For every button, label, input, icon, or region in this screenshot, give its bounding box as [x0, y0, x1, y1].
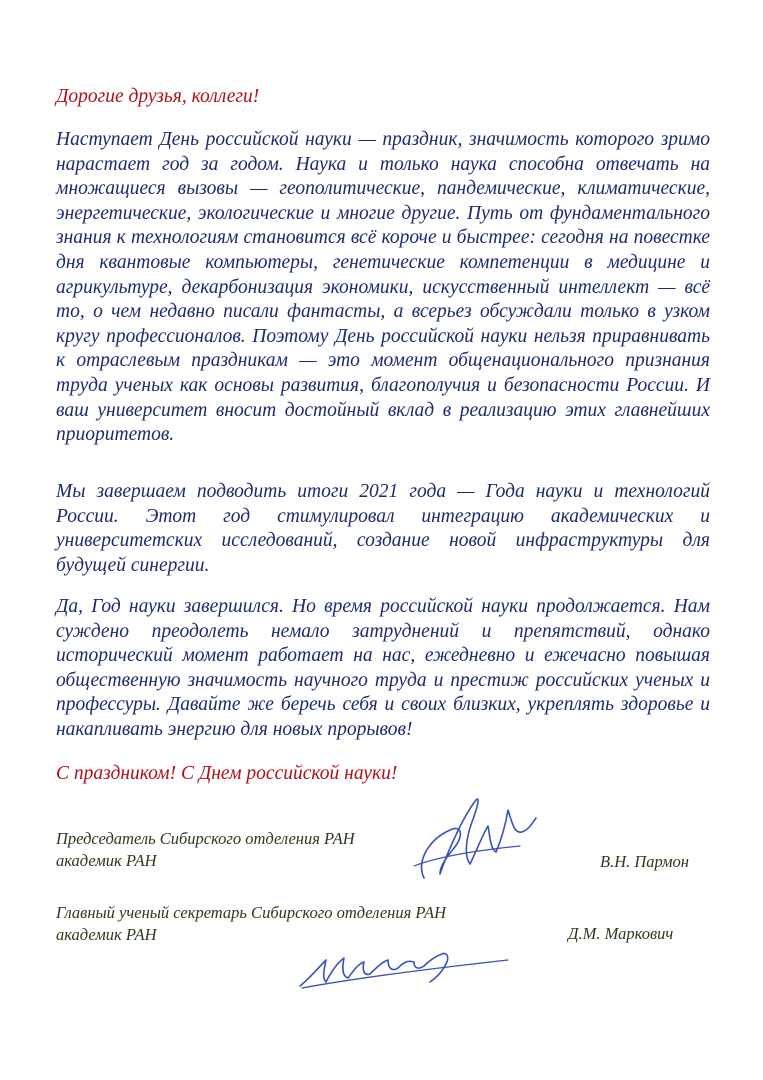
signatory-1-title: Председатель Сибирского отделения РАН: [56, 829, 355, 848]
closing-line: С праздником! С Днем российской науки!: [56, 763, 398, 784]
signatory-1-name: В.Н. Пармон: [600, 852, 689, 871]
signature-1-image: [410, 792, 540, 884]
signatory-2-title: Главный ученый секретарь Сибирского отделения РАН: [56, 903, 446, 922]
signatory-2-name: Д.М. Маркович: [568, 924, 674, 943]
signatory-2-rank: академик РАН: [56, 925, 157, 944]
paragraph-2: Мы завершаем подводить итоги 2021 года — Года науки и технологий России. Этот год стимулировал интеграцию академических и университетских исследований, создание новой инфраструктуры для будущей синергии.: [56, 481, 710, 576]
signature-2-image: [296, 938, 516, 994]
greeting: Дорогие друзья, коллеги!: [56, 86, 260, 107]
paragraph-1: Наступает День российской науки — праздник, значимость которого зримо нарастает год за годом. Наука и только наука способна отвечать на множащиеся вызовы — геополитические, пандемические, климатические, энергетические, экологические и многие другие. Путь от фундаментального знания к технологиям становится всё короче и быстрее: сегодня на повестке дня квантовые компьютеры, генетические компетенции в медицине и агрикультуре, декарбонизация экономики, искусственный интеллект — всё то, о чем недавно писали фантасты, а всерьез обсуждали только в узком кругу профессионалов. Поэтому День российской науки нельзя приравнивать к отраслевым праздникам — это момент общенационального признания труда ученых как основы развития, благополучия и безопасности России. И ваш университет вносит достойный вклад в реализацию этих главнейших приоритетов.: [56, 129, 710, 446]
paragraph-3: Да, Год науки завершился. Но время российской науки продолжается. Нам суждено преодолеть немало затруднений и препятствий, однако исторический момент работает на нас, ежедневно и ежечасно повышая общественную значимость научного труда и престиж российских ученых и профессуры. Давайте же беречь себя и своих близких, укреплять здоровье и накапливать энергию для новых прорывов!: [56, 596, 710, 740]
signatory-1-rank: академик РАН: [56, 851, 157, 870]
